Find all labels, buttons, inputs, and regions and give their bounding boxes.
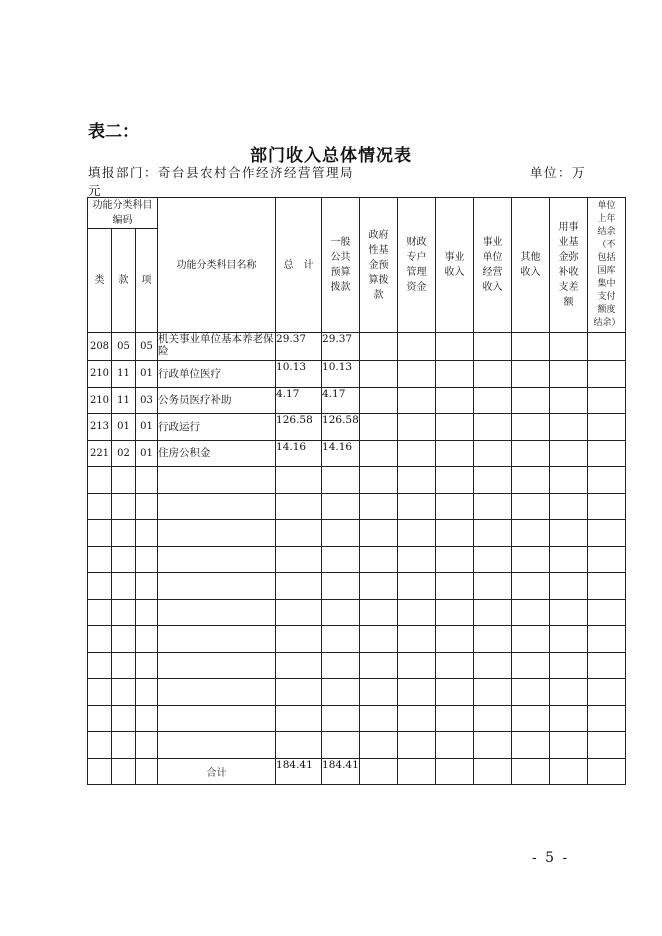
cell-empty bbox=[550, 520, 588, 547]
page-number: - 5 - bbox=[532, 850, 570, 866]
cell-empty bbox=[550, 546, 588, 573]
cell-empty bbox=[588, 333, 626, 361]
cell-empty bbox=[322, 626, 360, 653]
cell-empty bbox=[112, 705, 136, 732]
cell-empty bbox=[436, 679, 474, 706]
cell-empty bbox=[398, 467, 436, 494]
cell-empty bbox=[588, 467, 626, 494]
cell-empty bbox=[550, 599, 588, 626]
cell-empty bbox=[276, 705, 322, 732]
cell-empty bbox=[322, 732, 360, 759]
cell-name: 行政单位医疗 bbox=[158, 361, 276, 388]
cell-empty bbox=[550, 626, 588, 653]
cell-name: 公务员医疗补助 bbox=[158, 387, 276, 414]
cell-lei: 210 bbox=[88, 387, 112, 414]
cell-empty bbox=[322, 599, 360, 626]
cell-empty bbox=[398, 599, 436, 626]
cell-empty bbox=[136, 705, 158, 732]
cell-empty bbox=[436, 573, 474, 600]
cell-empty bbox=[158, 652, 276, 679]
unit-label-continued: 元 bbox=[88, 183, 101, 198]
table-row bbox=[88, 705, 626, 732]
cell-kuan: 11 bbox=[112, 361, 136, 388]
cell-empty bbox=[88, 493, 112, 520]
cell-empty bbox=[550, 493, 588, 520]
cell-empty bbox=[398, 520, 436, 547]
cell-empty bbox=[588, 599, 626, 626]
table-row bbox=[88, 599, 626, 626]
cell-empty bbox=[474, 679, 512, 706]
cell-empty bbox=[360, 599, 398, 626]
summary-general: 184.41 bbox=[322, 758, 360, 785]
cell-empty bbox=[588, 546, 626, 573]
cell-lei: 213 bbox=[88, 414, 112, 441]
header-kuan: 款 bbox=[112, 229, 136, 333]
reporting-department: 填报部门：奇台县农村合作经济经营管理局 bbox=[88, 165, 355, 180]
cell-empty bbox=[588, 705, 626, 732]
cell-xiang: 01 bbox=[136, 414, 158, 441]
cell-empty bbox=[474, 440, 512, 467]
cell-total: 126.58 bbox=[276, 414, 322, 441]
cell-empty bbox=[276, 573, 322, 600]
summary-total: 184.41 bbox=[276, 758, 322, 785]
cell-general: 4.17 bbox=[322, 387, 360, 414]
cell-empty bbox=[398, 387, 436, 414]
unit-label: 单位：万 bbox=[530, 165, 587, 180]
cell-empty bbox=[398, 705, 436, 732]
cell-xiang: 05 bbox=[136, 333, 158, 361]
cell-empty bbox=[474, 467, 512, 494]
cell-general: 10.13 bbox=[322, 361, 360, 388]
cell-total: 10.13 bbox=[276, 361, 322, 388]
cell-empty bbox=[436, 493, 474, 520]
table-row bbox=[88, 652, 626, 679]
cell-empty bbox=[436, 626, 474, 653]
cell-empty bbox=[88, 705, 112, 732]
cell-empty bbox=[360, 493, 398, 520]
cell-empty bbox=[474, 414, 512, 441]
cell-empty bbox=[588, 652, 626, 679]
cell-empty bbox=[360, 758, 398, 785]
cell-empty bbox=[512, 573, 550, 600]
cell-empty bbox=[436, 732, 474, 759]
cell-empty bbox=[322, 679, 360, 706]
cell-empty bbox=[512, 705, 550, 732]
cell-total: 14.16 bbox=[276, 440, 322, 467]
cell-empty bbox=[322, 705, 360, 732]
cell-empty bbox=[436, 758, 474, 785]
cell-empty bbox=[112, 493, 136, 520]
cell-name: 行政运行 bbox=[158, 414, 276, 441]
cell-empty bbox=[158, 546, 276, 573]
cell-empty bbox=[112, 732, 136, 759]
cell-empty bbox=[136, 493, 158, 520]
cell-empty bbox=[474, 333, 512, 361]
cell-empty bbox=[398, 652, 436, 679]
cell-empty bbox=[588, 626, 626, 653]
cell-empty bbox=[322, 520, 360, 547]
cell-empty bbox=[398, 493, 436, 520]
cell-kuan: 02 bbox=[112, 440, 136, 467]
cell-empty bbox=[276, 679, 322, 706]
cell-empty bbox=[512, 758, 550, 785]
cell-empty bbox=[512, 493, 550, 520]
cell-empty bbox=[276, 467, 322, 494]
header-total: 总 计 bbox=[276, 198, 322, 333]
cell-empty bbox=[322, 467, 360, 494]
page-title: 部门收入总体情况表 bbox=[250, 146, 412, 166]
cell-empty bbox=[360, 546, 398, 573]
cell-empty bbox=[360, 361, 398, 388]
doc-label: 表二： bbox=[88, 122, 139, 142]
cell-empty bbox=[512, 732, 550, 759]
cell-empty bbox=[588, 732, 626, 759]
cell-lei: 210 bbox=[88, 361, 112, 388]
cell-empty bbox=[474, 387, 512, 414]
cell-empty bbox=[112, 679, 136, 706]
table-row bbox=[88, 440, 626, 467]
cell-empty bbox=[360, 414, 398, 441]
cell-empty bbox=[550, 652, 588, 679]
cell-empty bbox=[158, 467, 276, 494]
cell-empty bbox=[360, 679, 398, 706]
cell-empty bbox=[512, 679, 550, 706]
summary-label: 合计 bbox=[158, 758, 276, 785]
cell-empty bbox=[550, 758, 588, 785]
cell-empty bbox=[136, 573, 158, 600]
cell-empty bbox=[512, 414, 550, 441]
header-xiang: 项 bbox=[136, 229, 158, 333]
cell-empty bbox=[88, 626, 112, 653]
cell-xiang: 01 bbox=[136, 361, 158, 388]
cell-empty bbox=[158, 493, 276, 520]
cell-empty bbox=[360, 573, 398, 600]
cell-empty bbox=[322, 546, 360, 573]
cell-kuan: 05 bbox=[112, 333, 136, 361]
cell-empty bbox=[322, 573, 360, 600]
header-other-income: 其他收入 bbox=[512, 198, 550, 333]
cell-empty bbox=[112, 546, 136, 573]
cell-empty bbox=[588, 493, 626, 520]
cell-empty bbox=[322, 652, 360, 679]
cell-empty bbox=[276, 520, 322, 547]
cell-lei: 221 bbox=[88, 440, 112, 467]
cell-empty bbox=[436, 467, 474, 494]
cell-empty bbox=[88, 758, 112, 785]
cell-empty bbox=[512, 599, 550, 626]
cell-kuan: 11 bbox=[112, 387, 136, 414]
cell-empty bbox=[398, 414, 436, 441]
table-row bbox=[88, 493, 626, 520]
cell-empty bbox=[512, 546, 550, 573]
cell-empty bbox=[88, 520, 112, 547]
cell-empty bbox=[112, 652, 136, 679]
header-general-budget: 一般公共预算拨款 bbox=[322, 198, 360, 333]
table-row bbox=[88, 414, 626, 441]
cell-empty bbox=[136, 520, 158, 547]
cell-empty bbox=[88, 599, 112, 626]
income-table bbox=[87, 197, 626, 785]
cell-empty bbox=[398, 626, 436, 653]
cell-kuan: 01 bbox=[112, 414, 136, 441]
cell-empty bbox=[588, 361, 626, 388]
header-gov-fund: 政府性基金预算拨款 bbox=[360, 198, 398, 333]
cell-empty bbox=[360, 732, 398, 759]
cell-empty bbox=[474, 599, 512, 626]
cell-xiang: 03 bbox=[136, 387, 158, 414]
table-row bbox=[88, 520, 626, 547]
cell-empty bbox=[436, 546, 474, 573]
cell-empty bbox=[276, 732, 322, 759]
cell-empty bbox=[398, 758, 436, 785]
cell-empty bbox=[360, 333, 398, 361]
cell-empty bbox=[550, 387, 588, 414]
cell-empty bbox=[398, 679, 436, 706]
table-row bbox=[88, 467, 626, 494]
cell-empty bbox=[360, 520, 398, 547]
cell-empty bbox=[588, 440, 626, 467]
cell-empty bbox=[474, 732, 512, 759]
cell-empty bbox=[136, 467, 158, 494]
cell-empty bbox=[588, 679, 626, 706]
cell-empty bbox=[136, 758, 158, 785]
table-row bbox=[88, 679, 626, 706]
cell-empty bbox=[474, 361, 512, 388]
cell-empty bbox=[474, 573, 512, 600]
cell-empty bbox=[512, 361, 550, 388]
cell-total: 29.37 bbox=[276, 333, 322, 361]
cell-empty bbox=[588, 520, 626, 547]
cell-empty bbox=[112, 573, 136, 600]
cell-empty bbox=[158, 599, 276, 626]
cell-empty bbox=[398, 361, 436, 388]
cell-empty bbox=[436, 652, 474, 679]
cell-total: 4.17 bbox=[276, 387, 322, 414]
cell-empty bbox=[322, 493, 360, 520]
cell-empty bbox=[474, 758, 512, 785]
cell-empty bbox=[112, 467, 136, 494]
table-row bbox=[88, 333, 626, 361]
cell-empty bbox=[512, 626, 550, 653]
cell-empty bbox=[158, 705, 276, 732]
cell-empty bbox=[550, 440, 588, 467]
header-business-income: 事业收入 bbox=[436, 198, 474, 333]
header-special-account: 财政专户管理资金 bbox=[398, 198, 436, 333]
cell-lei: 208 bbox=[88, 333, 112, 361]
header-fund-fill: 用事业基金弥补收支差额 bbox=[550, 198, 588, 333]
cell-empty bbox=[158, 573, 276, 600]
cell-empty bbox=[158, 732, 276, 759]
cell-empty bbox=[88, 573, 112, 600]
cell-empty bbox=[550, 467, 588, 494]
cell-empty bbox=[158, 679, 276, 706]
cell-empty bbox=[112, 520, 136, 547]
cell-empty bbox=[398, 573, 436, 600]
cell-empty bbox=[398, 732, 436, 759]
cell-empty bbox=[550, 679, 588, 706]
cell-empty bbox=[88, 467, 112, 494]
cell-empty bbox=[550, 361, 588, 388]
cell-empty bbox=[436, 333, 474, 361]
table-row bbox=[88, 387, 626, 414]
cell-empty bbox=[360, 705, 398, 732]
cell-empty bbox=[512, 520, 550, 547]
cell-empty bbox=[512, 440, 550, 467]
cell-empty bbox=[112, 758, 136, 785]
cell-empty bbox=[88, 546, 112, 573]
cell-empty bbox=[360, 626, 398, 653]
cell-empty bbox=[550, 414, 588, 441]
cell-empty bbox=[474, 493, 512, 520]
table-row bbox=[88, 361, 626, 388]
cell-empty bbox=[158, 626, 276, 653]
cell-empty bbox=[276, 493, 322, 520]
cell-empty bbox=[136, 652, 158, 679]
cell-empty bbox=[360, 387, 398, 414]
cell-empty bbox=[88, 732, 112, 759]
header-unit-business-income: 事业单位经营收入 bbox=[474, 198, 512, 333]
cell-empty bbox=[136, 546, 158, 573]
cell-empty bbox=[512, 333, 550, 361]
cell-empty bbox=[436, 414, 474, 441]
cell-empty bbox=[112, 626, 136, 653]
summary-row bbox=[88, 758, 626, 785]
table-row bbox=[88, 546, 626, 573]
header-code-group: 功能分类科目编码 bbox=[88, 198, 158, 229]
cell-empty bbox=[436, 440, 474, 467]
cell-empty bbox=[136, 679, 158, 706]
cell-empty bbox=[512, 467, 550, 494]
cell-empty bbox=[436, 387, 474, 414]
cell-empty bbox=[588, 758, 626, 785]
cell-name: 机关事业单位基本养老保险 bbox=[158, 333, 276, 361]
cell-general: 29.37 bbox=[322, 333, 360, 361]
cell-empty bbox=[88, 652, 112, 679]
cell-empty bbox=[398, 440, 436, 467]
cell-empty bbox=[474, 520, 512, 547]
cell-general: 14.16 bbox=[322, 440, 360, 467]
cell-empty bbox=[136, 626, 158, 653]
cell-empty bbox=[588, 414, 626, 441]
cell-empty bbox=[474, 705, 512, 732]
cell-general: 126.58 bbox=[322, 414, 360, 441]
cell-empty bbox=[474, 626, 512, 653]
cell-empty bbox=[276, 652, 322, 679]
cell-empty bbox=[398, 546, 436, 573]
cell-empty bbox=[136, 732, 158, 759]
table-row bbox=[88, 626, 626, 653]
cell-name: 住房公积金 bbox=[158, 440, 276, 467]
cell-empty bbox=[398, 333, 436, 361]
cell-empty bbox=[436, 705, 474, 732]
cell-xiang: 01 bbox=[136, 440, 158, 467]
header-lei: 类 bbox=[88, 229, 112, 333]
cell-empty bbox=[276, 546, 322, 573]
cell-empty bbox=[550, 732, 588, 759]
cell-empty bbox=[588, 573, 626, 600]
cell-empty bbox=[276, 626, 322, 653]
table-row bbox=[88, 732, 626, 759]
cell-empty bbox=[276, 599, 322, 626]
cell-empty bbox=[88, 679, 112, 706]
cell-empty bbox=[136, 599, 158, 626]
header-name: 功能分类科目名称 bbox=[158, 198, 276, 333]
cell-empty bbox=[550, 333, 588, 361]
cell-empty bbox=[474, 546, 512, 573]
cell-empty bbox=[360, 440, 398, 467]
cell-empty bbox=[550, 705, 588, 732]
cell-empty bbox=[360, 652, 398, 679]
cell-empty bbox=[436, 361, 474, 388]
cell-empty bbox=[512, 387, 550, 414]
cell-empty bbox=[588, 387, 626, 414]
cell-empty bbox=[436, 520, 474, 547]
cell-empty bbox=[550, 573, 588, 600]
cell-empty bbox=[360, 467, 398, 494]
cell-empty bbox=[158, 520, 276, 547]
cell-empty bbox=[436, 599, 474, 626]
cell-empty bbox=[112, 599, 136, 626]
header-carryover: 单位上年结余（不包括国库集中支付额度结余） bbox=[588, 198, 626, 333]
table-row bbox=[88, 573, 626, 600]
cell-empty bbox=[474, 652, 512, 679]
cell-empty bbox=[512, 652, 550, 679]
